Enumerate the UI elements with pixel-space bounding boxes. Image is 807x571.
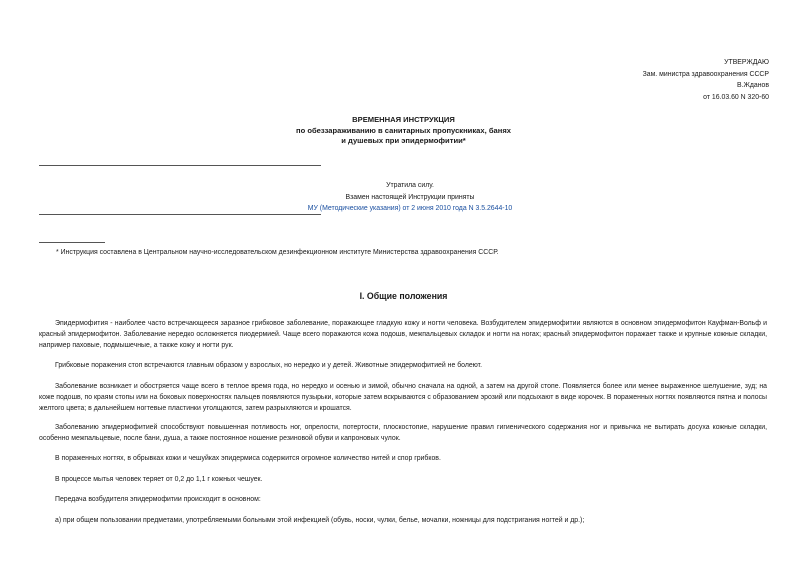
paragraph-5: В пораженных ногтях, в обрывках кожи и чешуйках эпидермиса содержится огромное количество нитей и спор грибков.: [55, 455, 441, 462]
document-title: [0, 115, 807, 147]
divider-bottom: [39, 214, 321, 215]
approval-date: от 16.03.60 N 320-60: [703, 93, 769, 101]
paragraph-8: а) при общем пользовании предметами, употребляемыми больными этой инфекцией (обувь, носки, чулки, белье, мочалки, ножницы для подстригания ногтей и др.);: [55, 517, 585, 524]
title-line-3: и душевых при эпидермофитии*: [341, 136, 466, 146]
paragraph-1: Эпидермофития - наиболее часто встречающееся заразное грибковое заболевание, поражающее гладкую кожу и ногти человека. Возбудителем эпидермофитии являются в основном эпидермофитон Кауфман-Вольф и красный эпидермофитон. Заболевание нередко осложняется пиодермией. Чаще всего поражаются кожа подошв, межпальцевых складок и ногти на ногах; красный эпидермофитон поражает также и крупные кожные складки, например паховые, подмышечные, а также кожу и ногти рук.: [39, 320, 767, 349]
title-line-1: ВРЕМЕННАЯ ИНСТРУКЦИЯ: [352, 115, 455, 124]
divider-top: [39, 165, 321, 166]
approval-heading: УТВЕРЖДАЮ: [724, 59, 769, 66]
approval-name: В.Жданов: [736, 82, 769, 90]
replacement-document-link[interactable]: МУ (Методические указания) от 2 июня 2010 года N 3.5.2644-10: [307, 205, 513, 213]
title-line-2: по обеззараживанию в санитарных пропускниках, банях: [296, 125, 511, 135]
paragraph-6: В процессе мытья человек теряет от 0,2 до 1,1 г кожных чешуек.: [55, 476, 263, 483]
paragraph-4: Заболеванию эпидермофитией способствуют повышенная потливость ног, опрелости, потертости, плоскостопие, нарушение правил гигиенического содержания ног и привычка не вытирать досуха кожные складки, особенно межпальцевые, после бани, душа, а также постоянное ношение резиновой обуви и капроновых чулок.: [39, 424, 767, 442]
section-heading: I. Общие положения: [359, 291, 448, 301]
approval-position: Зам. министра здравоохранения СССР: [642, 70, 769, 78]
approval-block: [643, 57, 769, 103]
paragraph-2: Грибковые поражения стоп встречаются главным образом у взрослых, но нередко и у детей. Животные эпидермофитией не болеют.: [55, 362, 482, 369]
paragraph-7: Передача возбудителя эпидермофитии происходит в основном:: [55, 496, 261, 503]
footnote-rule: [39, 242, 105, 243]
status-line-2: Взамен настоящей Инструкции приняты: [345, 193, 475, 201]
status-line-1: Утратила силу.: [386, 182, 434, 189]
status-block: [160, 180, 660, 215]
paragraph-3: Заболевание возникает и обостряется чаще всего в теплое время года, но нередко и осенью и зимой, обычно сначала на одной, а затем на другой стопе. Появляется более или менее выраженное шелушение, зуд; на коже подошв, по краям стопы или на боковых поверхностях пальцев появляются пузырьки, которые затем вскрываются с образованием эрозий или подсыхают в виде корочек. В пораженных ногтях появляются пятна и полосы желтого цвета; в дальнейшем ногтевые пластинки утолщаются, затем разрыхляются и крошатся.: [39, 383, 767, 412]
footnote: * Инструкция составлена в Центральном научно-исследовательском дезинфекционном институте Министерства здравоохранения СССР.: [56, 249, 499, 256]
